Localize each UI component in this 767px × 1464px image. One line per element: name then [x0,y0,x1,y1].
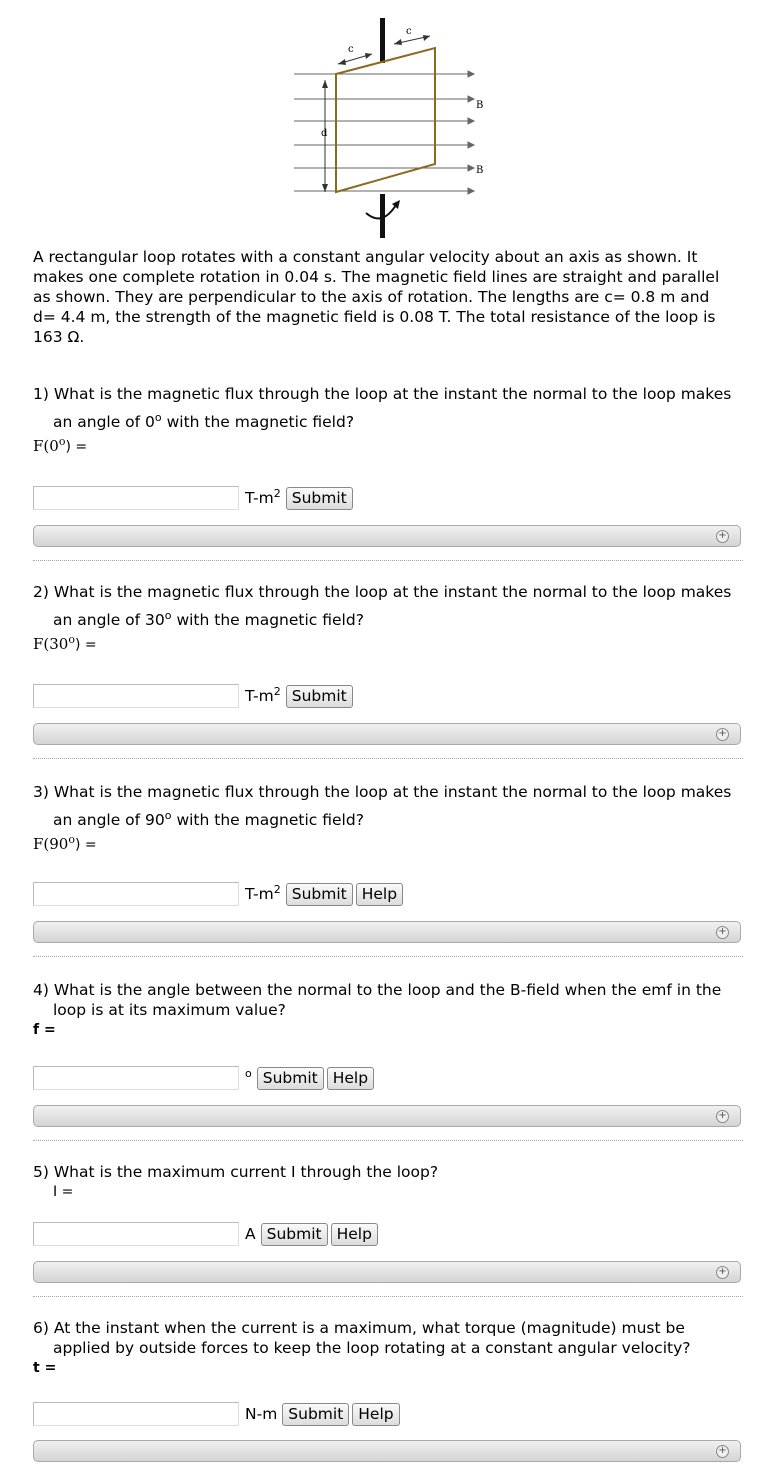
divider [33,758,743,759]
unit-label: $T-m^2$ [245,883,281,903]
submit-button[interactable]: Submit [286,487,353,510]
question-number: 2) [33,583,49,601]
help-button[interactable]: Help [327,1067,374,1090]
question-text: At the instant when the current is a maximum, what torque (magnitude) must be applied by outside forces to keep the loop rotating at a constant angular velocity? [53,1319,691,1357]
feedback-panel[interactable] [33,723,741,745]
answer-input[interactable] [33,684,239,708]
b-label-bottom: B [476,165,484,176]
answer-input[interactable] [33,1402,239,1426]
question-text: What is the magnetic flux through the loop at the instant the normal to the loop makes an angle of 30 [53,583,732,629]
answer-variable: f = [33,1022,56,1038]
question-text: What is the magnetic flux through the loop at the instant the normal to the loop makes an angle of 0 [53,385,732,431]
unit-label: $T-m^2$ [245,685,281,705]
question-2: 2) What is the magnetic flux through the loop at the instant the normal to the loop makes an angle of 30$^o$ with the magnetic field? $F(30^o)$ = $T-m^2$ Submit + [33,578,733,655]
question-6 [33,1318,733,1456]
submit-button[interactable]: Submit [282,1403,349,1426]
answer-variable: $F(0^o)$ = [33,435,88,455]
answer-variable: $F(90^o)$ = [33,833,97,853]
answer-input[interactable] [33,882,239,906]
question-number: 5) [33,1163,49,1181]
b-label-top: B [476,100,484,111]
rotating-loop-figure [280,10,500,240]
expand-icon[interactable]: + [716,530,729,543]
answer-variable: I = [53,1184,74,1200]
expand-icon[interactable]: + [716,1445,729,1458]
question-text: What is the angle between the normal to the loop and the B-field when the emf in the loop is at its maximum value? [53,981,722,1019]
unit-label: $T-m^2$ [245,487,281,507]
feedback-panel[interactable] [33,525,741,547]
question-1: 1) What is the magnetic flux through the loop at the instant the normal to the loop makes an angle of 0$^o$ with the magnetic field? $F(0^o)$ = $T-m^2$ Submit + [33,380,733,457]
divider [33,1296,743,1297]
expand-icon[interactable]: + [716,728,729,741]
answer-input[interactable] [33,1222,239,1246]
problem-statement: A rectangular loop rotates with a constant angular velocity about an axis as shown. It makes one complete rotation in 0.04 s. The magnetic field lines are straight and parallel as shown. They are perpendicular to the axis of rotation. The lengths are c= 0.8 m and d= 4.4 m, the strength of the magnetic field is 0.08 T. The total resistance of the loop is 163 Ω. [33,248,720,346]
help-button[interactable]: Help [356,883,403,906]
unit-label: o [245,1067,252,1080]
unit-label: N-m [245,1405,278,1423]
c-label-left: c [348,44,354,55]
question-5 [33,1162,733,1277]
question-text: What is the magnetic flux through the loop at the instant the normal to the loop makes an angle of 90 [53,783,732,829]
feedback-panel[interactable] [33,1261,741,1283]
divider [33,560,743,561]
divider [33,956,743,957]
c-label-right: c [406,26,412,37]
feedback-panel[interactable] [33,1440,741,1462]
expand-icon[interactable]: + [716,1266,729,1279]
question-number: 1) [33,385,49,403]
question-number: 6) [33,1319,49,1337]
d-label: d [321,128,328,139]
answer-input[interactable] [33,486,239,510]
help-button[interactable]: Help [331,1223,378,1246]
unit-label: A [245,1225,256,1243]
help-button[interactable]: Help [352,1403,399,1426]
question-text: What is the maximum current I through the loop? [53,1163,439,1181]
expand-icon[interactable]: + [716,1110,729,1123]
question-4 [33,980,733,1121]
submit-button[interactable]: Submit [286,685,353,708]
answer-input[interactable] [33,1066,239,1090]
question-number: 3) [33,783,49,801]
answer-variable: $F(30^o)$ = [33,633,97,653]
feedback-panel[interactable] [33,1105,741,1127]
question-3: 3) What is the magnetic flux through the loop at the instant the normal to the loop makes an angle of 90$^o$ with the magnetic field? $F(90^o)$ = $T-m^2$ Submit Help + [33,778,733,855]
divider [33,1140,743,1141]
answer-variable: t = [33,1360,57,1376]
question-number: 4) [33,981,49,999]
submit-button[interactable]: Submit [286,883,353,906]
feedback-panel[interactable] [33,921,741,943]
expand-icon[interactable]: + [716,926,729,939]
submit-button[interactable]: Submit [257,1067,324,1090]
submit-button[interactable]: Submit [261,1223,328,1246]
